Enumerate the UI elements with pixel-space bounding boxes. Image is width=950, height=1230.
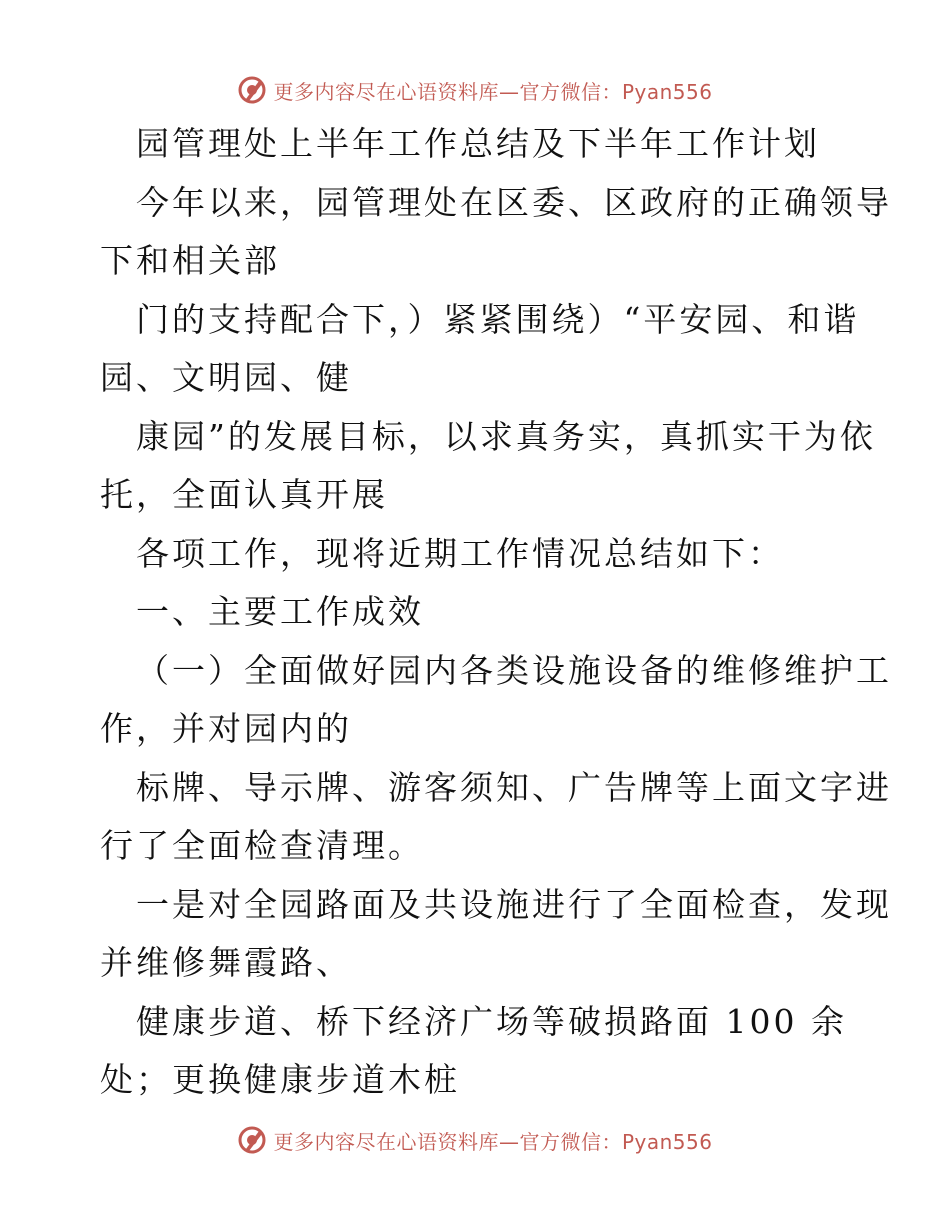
subsection-heading: （一）全面做好园内各类设施设备的维修维护工 [136, 650, 892, 690]
text-line: 各项工作，现将近期工作情况总结如下： [136, 533, 784, 573]
watermark-header [0, 70, 950, 110]
document-title: 园管理处上半年工作总结及下半年工作计划 [136, 124, 820, 163]
text-line: 标牌、导示牌、游客须知、广告牌等上面文字进 [136, 767, 892, 807]
text-line: 下和相关部 [100, 241, 280, 280]
text-line: 并维修舞霞路、 [100, 943, 352, 982]
text-line: 健康步道、桥下经济广场等破损路面 100 余 [136, 1001, 847, 1041]
section-heading: 一、主要工作成效 [136, 592, 424, 631]
watermark-text: 更多内容尽在心语资料库—官方微信：Pyan556 [273, 79, 713, 104]
text-line: 行了全面检查清理。 [100, 826, 424, 865]
pen-logo-icon [237, 75, 267, 105]
text-line: 作，并对园内的 [100, 709, 352, 748]
document-body [100, 115, 892, 1110]
text-line: 今年以来，园管理处在区委、区政府的正确领导 [136, 182, 892, 222]
watermark-text: 更多内容尽在心语资料库—官方微信：Pyan556 [273, 1129, 713, 1154]
text-line: 门的支持配合下，）紧紧围绕）“平安园、和谐 [136, 299, 860, 339]
watermark-footer [0, 1120, 950, 1160]
text-line: 托，全面认真开展 [100, 475, 388, 514]
text-line: 处；更换健康步道木桩 [100, 1060, 460, 1099]
text-line: 园、文明园、健 [100, 358, 352, 397]
pen-logo-icon [237, 1125, 267, 1155]
text-line: 康园”的发展目标，以求真务实，真抓实干为依 [136, 416, 876, 456]
text-line: 一是对全园路面及共设施进行了全面检查，发现 [136, 884, 892, 924]
